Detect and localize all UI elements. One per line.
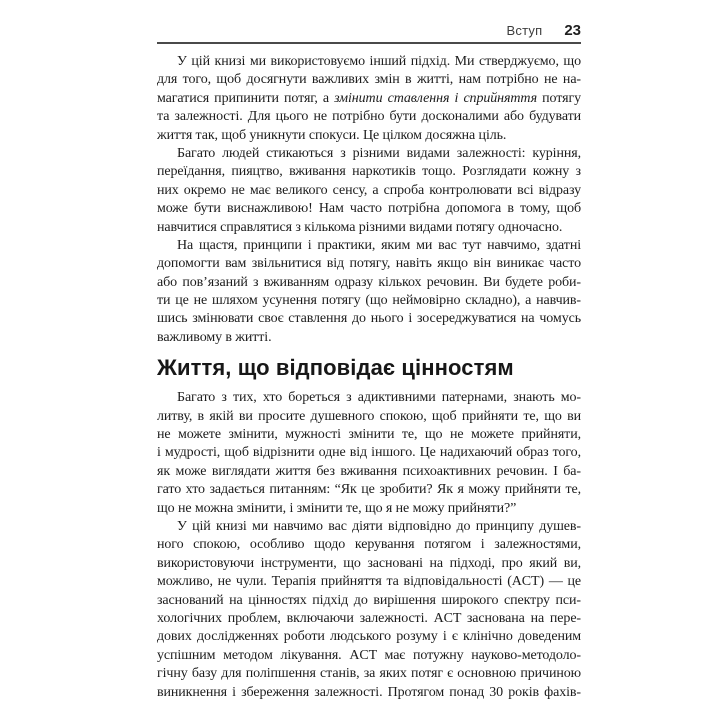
text-line: успішним методом лікування. ACT має потужну науково-методоло- xyxy=(157,647,581,663)
text-line: У цій книзі ми навчимо вас діяти відповідно до принципу душев- xyxy=(177,518,581,534)
text-line: переїдання, пияцтво, вживання наркотиків тощо. Розглядати кожну з xyxy=(157,164,581,180)
text-line: для того, щоб досягнути важливих змін в житті, нам потрібно не на- xyxy=(157,72,581,88)
paragraph-1 xyxy=(157,53,581,145)
text-line: заснований на цінностях підхід до вирішення широкого спектру пси- xyxy=(157,592,581,608)
text-line xyxy=(157,90,581,108)
text-line: гато хто задається питанням: “Як це зробити? Як я можу прийняти те, xyxy=(157,482,581,498)
section-heading: Життя, що відповідає цінностям xyxy=(157,355,514,381)
text-line: ного спокою, особливо щодо керування потягом і залежностями, xyxy=(157,537,581,553)
running-header xyxy=(157,22,581,39)
text-line: ти це не шляхом усунення потягу (що неймовірно складно), а навчив- xyxy=(157,293,581,309)
text-line: або пов’язаний з вживанням одразу кількох речовин. Ви будете роби- xyxy=(157,274,581,290)
text-line: навчитися справлятися з кількома різними видами потягу одночасно. xyxy=(157,219,563,235)
text-line: У цій книзі ми використовуємо інший підхід. Ми стверджуємо, що xyxy=(177,54,581,69)
text-line: На щастя, принципи і практики, яким ми вас тут навчимо, здатні xyxy=(177,237,581,253)
text-line: що не можна змінити, і змінити те, що я не можу прийняти?” xyxy=(157,500,517,516)
paragraph-2 xyxy=(157,145,581,237)
text-line: литву, в якій ви просите душевного спокою, щоб прийняти те, що ви xyxy=(157,408,581,424)
text-line: Багато з тих, хто бореться з адиктивними патернами, знають мо- xyxy=(177,390,581,406)
page-number: 23 xyxy=(564,22,581,39)
text-line: допомогти вам звільнитися від потягу, навіть якщо він виникає часто xyxy=(157,256,581,272)
header-rule xyxy=(157,42,581,44)
text-line: них окремо не має великого сенсу, а спроба контролювати всі відразу xyxy=(157,182,581,198)
text-line: виникнення і збереження залежності. Протягом понад 30 років фахів- xyxy=(157,684,581,700)
text-line: може бути виснажливою! Нам часто потрібна допомога в тому, щоб xyxy=(157,201,581,217)
text-line: не можете змінити, мужності змінити те, що не можете прийняти, xyxy=(157,427,581,443)
body-text xyxy=(157,53,581,702)
text-line: та залежності. Для цього не потрібно бути досконалими або будувати xyxy=(157,109,581,125)
running-header-section: Вступ xyxy=(506,23,543,38)
text-line: можливо, не чули. Терапія прийняття та відповідальності (ACT) — це xyxy=(157,574,581,590)
paragraph-3 xyxy=(157,237,581,347)
text-line: життя так, щоб уникнути спокуси. Це цілком досяжна ціль. xyxy=(157,127,507,143)
paragraph-4 xyxy=(157,389,581,518)
text-segment: магатися припинити потяг, а xyxy=(157,90,335,106)
text-line: дових дослідженнях роботи людського розуму і є клінічно доведеним xyxy=(157,629,581,645)
text-line: важливому в житті. xyxy=(157,329,272,345)
text-line: гічну базу для поліпшення станів, за яких потяг є основною причиною xyxy=(157,666,581,682)
text-line: і мудрості, щоб відрізнити одне від іншого. Це надихаючий образ того, xyxy=(157,445,581,461)
text-line: хологічних проблем, включаючи залежності. ACT заснована на пере- xyxy=(157,610,581,626)
paragraph-5 xyxy=(157,518,581,702)
text-line: використовуючи інструменти, що засновані на підході, про який ви, xyxy=(157,555,581,571)
italic-text-segment: змінити ставлення і сприйняття xyxy=(334,90,538,106)
text-line: шись змінювати своє ставлення до нього і зосереджуватися на чомусь xyxy=(157,311,581,327)
text-line: як може виглядати життя без вживання психоактивних речовин. І ба- xyxy=(157,463,581,479)
text-column xyxy=(157,22,581,702)
text-line: Багато людей стикаються з різними видами залежності: куріння, xyxy=(177,145,581,161)
text-segment: потягу xyxy=(537,90,581,106)
